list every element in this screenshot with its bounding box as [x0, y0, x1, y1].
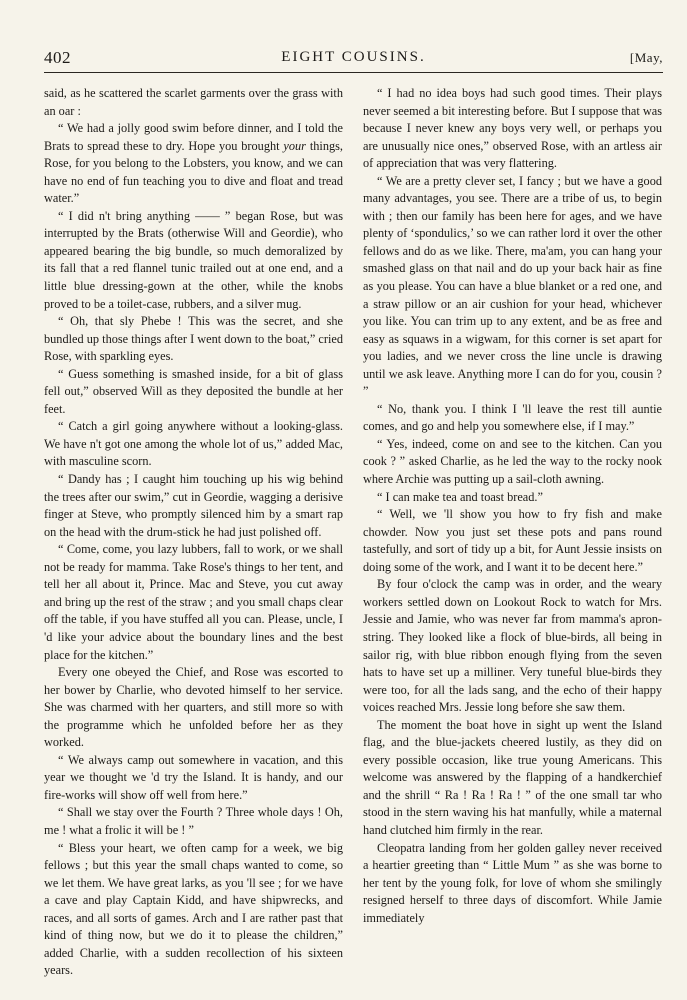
paragraph: “ Yes, indeed, come on and see to the kitchen. Can you cook ? ” asked Charlie, as he led the way to the rocky nook where Archie was putting up a sail-cloth awning.: [363, 436, 662, 487]
running-header: [44, 44, 663, 73]
paragraph: “ No, thank you. I think I 'll leave the rest till auntie comes, and go and help you somewhere else, if I may.”: [363, 401, 662, 434]
paragraph: “ Come, come, you lazy lubbers, fall to work, or we shall not be ready for mamma. Take Rose's things to her tent, and tell her all about it, Prince. Mac and Steve, you cut away and bring up the rest of the straw ; and you small chaps clear off the table, if you have stuffed all you can. Please, uncle, I 'd like your advice about the boundary lines and the best place for the kitchen.”: [44, 542, 343, 662]
paragraph: “ Catch a girl going anywhere without a looking-glass. We have n't got one among the whole lot of us,” added Mac, with masculine scorn.: [44, 419, 343, 469]
paragraph: “ Guess something is smashed inside, for a bit of glass fell out,” observed Will as they deposited the bundle at her feet.: [44, 366, 343, 416]
paragraph: “ I had no idea boys had such good times. Their plays never seemed a bit interesting before. But I suppose that was because I never knew any boys very well, or perhaps you are unusually nice ones,” observed Rose, with an artless air of appreciation that was very flattering.: [363, 86, 662, 171]
paragraph: “ We are a pretty clever set, I fancy ; but we have a good many advantages, you see. There are a tribe of us, to begin with ; then our family has been here for ages, and we have plenty of ‘spondulics,’ so we can rather lord it over the other fellows and do as we like. There, ma'am, you can hang your smashed glass on that nail and do up your back hair as fine as you please. You can have a blue blanket or a red one, and a straw pillow or an air cushion for your head, whichever you like. You can trim up to any extent, and be as free and easy as squaws in a wigwam, for this corner is set apart for you ladies, and we never cross the line uncle is drawing until we ask leave. Anything more I can do for you, cousin ? ”: [363, 173, 662, 399]
paragraph: “ Dandy has ; I caught him touching up his wig behind the trees after our swim,” cut in Geordie, wagging a derisive finger at Steve, who promptly silenced him by a smart rap on the head with the drum-stick he had just polished off.: [44, 472, 343, 539]
paragraph: Every one obeyed the Chief, and Rose was escorted to her bower by Charlie, who devoted himself to her service. She was charmed with her quarters, and still more so with the programme which he unfolded before her as they worked.: [44, 665, 343, 750]
text-columns: [44, 85, 663, 980]
paragraph: “ Oh, that sly Phebe ! This was the secret, and she bundled up those things after I went down to the boat,” cried Rose, with sparkling eyes.: [44, 314, 343, 364]
paragraph: “ Shall we stay over the Fourth ? Three whole days ! Oh, me ! what a frolic it will be ! ”: [44, 805, 343, 837]
left-column: [44, 85, 343, 980]
running-month: [May,: [629, 50, 663, 65]
paragraph: The moment the boat hove in sight up went the Island flag, and the blue-jackets cheered lustily, as they did on every possible occasion, like true young Americans. This welcome was answered by the flapping of a handkerchief and the shrill “ Ra ! Ra ! Ra ! ” of the one small tar who stood in the stern waving his hat manfully, while a maternal hand clutched him firmly in the rear.: [363, 717, 662, 837]
paragraph: “ We always camp out somewhere in vacation, and this year we thought we 'd try the Island. It is handy, and our fire-works will show off well from here.”: [44, 752, 343, 802]
paragraph: By four o'clock the camp was in order, and the weary workers settled down on Lookout Rock to watch for Mrs. Jessie and Jamie, who was never far from mamma's apron-string. They looked like a flock of blue-birds, all being in sailor rig, with blue ribbon enough flying from the seven hats to have set up a milliner. Very tuneful blue-birds they were too, for all the lads sang, and the echo of their happy voices reached Mrs. Jessie long before she saw them.: [363, 577, 662, 715]
paragraph: said, as he scattered the scarlet garments over the grass with an oar :: [44, 86, 343, 118]
paragraph: “ I can make tea and toast bread.”: [377, 489, 543, 504]
paragraph: “ I did n't bring anything —— ” began Rose, but was interrupted by the Brats (otherwise Will and Geordie), who appeared bearing the big bundle, so much demoralized by its fall that a red flannel tunic trailed out at one end, and a little blue dressing-gown at the other, while the knobs proved to be a toilet-case, rubbers, and a silver mug.: [44, 208, 343, 311]
paragraph: “ We had a jolly good swim before dinner, and I told the Brats to spread these to dry. Hope you brought your things, Rose, for you belong to the Lobsters, you know, and we can have no end of fun teaching you to dive and float and tread water.”: [44, 121, 343, 206]
right-column: [363, 85, 662, 980]
paragraph: Cleopatra landing from her golden galley never received a heartier greeting than “ Little Mum ” as she was borne to her tent by the young folk, for love of whom she smilingly resigned herself to three days of discomfort. While Jamie immediately: [363, 840, 662, 925]
paragraph: “ Bless your heart, we often camp for a week, we big fellows ; but this year the small chaps wanted to come, so we let them. We have great larks, as you 'll see ; for we have a cave and play Captain Kidd, and have shipwrecks, and races, and all sorts of games. Arch and I are rather past that kind of thing now, but we do it to please the children,” added Charlie, with a sudden recollection of his sixteen years.: [44, 840, 343, 978]
running-title: EIGHT COUSINS.: [281, 49, 426, 65]
paragraph: “ Well, we 'll show you how to fry fish and make chowder. Now you just set these pots and pans round tastefully, and sort of tidy up a bit, for Aunt Jessie insists on doing some of the work, and I want it to be decent here.”: [363, 507, 662, 574]
page-number: 402: [44, 48, 71, 67]
